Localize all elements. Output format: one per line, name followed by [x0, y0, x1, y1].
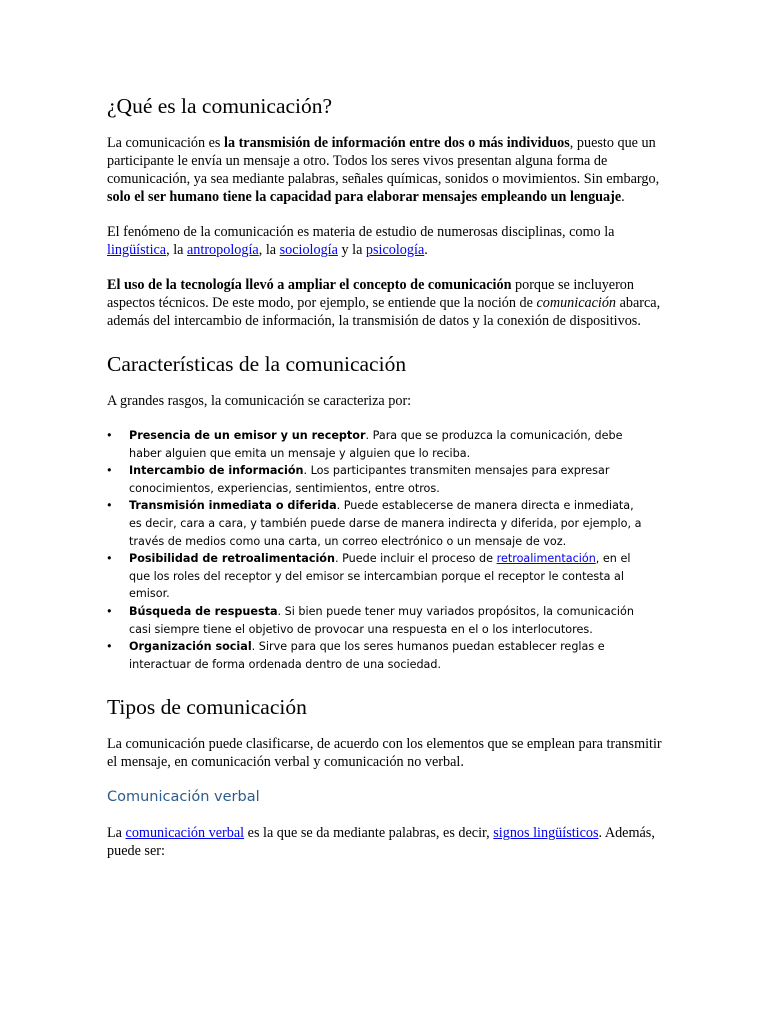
list-item-term: Transmisión inmediata o diferida	[129, 499, 337, 513]
text-run: .	[621, 189, 625, 205]
bullet-icon: •	[106, 429, 113, 442]
list-item-text: . Puede establecerse de manera directa e inmediata, es decir, cara a cara, y también puede darse de manera indirecta y diferida, por ejemplo, a través de medios como una carta, un correo electrónico o un mensaje de voz.	[129, 499, 642, 548]
section-heading-que-es: ¿Qué es la comunicación?	[107, 94, 333, 118]
link-retroalimentacion[interactable]: retroalimentación	[496, 552, 596, 566]
paragraph-technology	[107, 276, 667, 330]
subheading-comunicacion-verbal: Comunicación verbal	[107, 789, 260, 806]
list-item-term: Intercambio de información	[129, 464, 304, 478]
link-comunicacion-verbal[interactable]: comunicación verbal	[125, 825, 245, 842]
list-item-text: , en el que los roles del receptor y del emisor se intercambian porque el receptor le contesta al emisor.	[129, 552, 631, 601]
text-run: La comunicación es	[107, 135, 224, 151]
text-run: El fenómeno de la comunicación es materia de estudio de numerosas disciplinas, como la	[107, 224, 615, 240]
text-run: es la que se da mediante palabras, es decir,	[244, 825, 494, 842]
text-run: porque se incluyeron aspectos técnicos. De este modo, por ejemplo, se entiende que la noción de	[107, 277, 634, 311]
bullet-icon: •	[106, 464, 113, 478]
list-item-text: . Para que se produzca la comunicación, debe haber alguien que emita un mensaje y alguien que lo reciba.	[129, 429, 623, 460]
list-item-text: . Sirve para que los seres humanos puedan establecer reglas e interactuar de forma ordenada dentro de una sociedad.	[129, 640, 605, 671]
link-signos-linguisticos[interactable]: signos lingüísticos	[493, 825, 599, 842]
italic-run: comunicación	[536, 295, 617, 311]
link-psicologia[interactable]: psicología	[365, 242, 425, 258]
text-run: , puesto que un participante le envía un mensaje a otro. Todos los seres vivos presentan alguna forma de comunicación, ya sea mediante palabras, señales químicas, sonidos o movimientos. Sin embargo,	[107, 135, 660, 187]
bold-run: El uso de la tecnología llevó a ampliar el concepto de comunicación	[107, 277, 512, 293]
list-item	[84, 497, 644, 550]
paragraph-definition	[107, 134, 667, 206]
bullet-icon: •	[106, 552, 113, 566]
bullet-icon: •	[106, 640, 113, 654]
list-item	[84, 638, 644, 673]
text-run: . Además, puede ser:	[107, 825, 655, 860]
list-item	[84, 427, 644, 462]
paragraph-tipos-intro: La comunicación puede clasificarse, de acuerdo con los elementos que se emplean para transmitir el mensaje, en comunicación verbal y comunicación no verbal.	[107, 736, 662, 771]
list-item-term: Posibilidad de retroalimentación	[129, 552, 335, 566]
text-run: La	[107, 825, 126, 842]
bold-run: solo el ser humano tiene la capacidad para elaborar mensajes empleando un lenguaje	[107, 189, 622, 205]
paragraph-intro-caracteristicas: A grandes rasgos, la comunicación se caracteriza por:	[107, 393, 412, 409]
text-run: , la	[258, 242, 280, 258]
text-run: abarca, además del intercambio de información, la transmisión de datos y la conexión de dispositivos.	[107, 295, 661, 329]
link-sociologia[interactable]: sociología	[279, 242, 338, 258]
list-item-text: . Puede incluir el proceso de	[334, 552, 497, 566]
section-heading-caracteristicas: Características de la comunicación	[107, 352, 407, 376]
paragraph-disciplines	[107, 223, 667, 259]
list-item	[84, 462, 644, 497]
list-item-term: Presencia de un emisor y un receptor	[129, 429, 366, 442]
list-item-text: . Si bien puede tener muy variados propósitos, la comunicación casi siempre tiene el objetivo de provocar una respuesta en el o los interlocutores.	[129, 604, 634, 636]
link-antropologia[interactable]: antropología	[187, 242, 259, 258]
paragraph-comunicacion-verbal	[107, 824, 667, 860]
section-heading-tipos: Tipos de comunicación	[107, 695, 307, 720]
bullet-icon: •	[106, 604, 113, 618]
document-content	[107, 92, 667, 860]
bold-run: la transmisión de información entre dos o más individuos	[224, 135, 570, 151]
bullet-icon: •	[106, 499, 113, 513]
list-item-term: Organización social	[129, 640, 252, 654]
list-item	[84, 550, 644, 603]
list-item	[84, 603, 644, 638]
list-item-text: . Los participantes transmiten mensajes para expresar conocimientos, experiencias, sentimientos, entre otros.	[129, 464, 610, 495]
link-linguistica[interactable]: lingüística	[107, 242, 167, 258]
characteristics-list	[84, 427, 667, 673]
text-run: y la	[337, 242, 366, 258]
text-run: , la	[166, 242, 187, 258]
list-item-term: Búsqueda de respuesta	[129, 604, 278, 618]
text-run: .	[424, 242, 428, 258]
